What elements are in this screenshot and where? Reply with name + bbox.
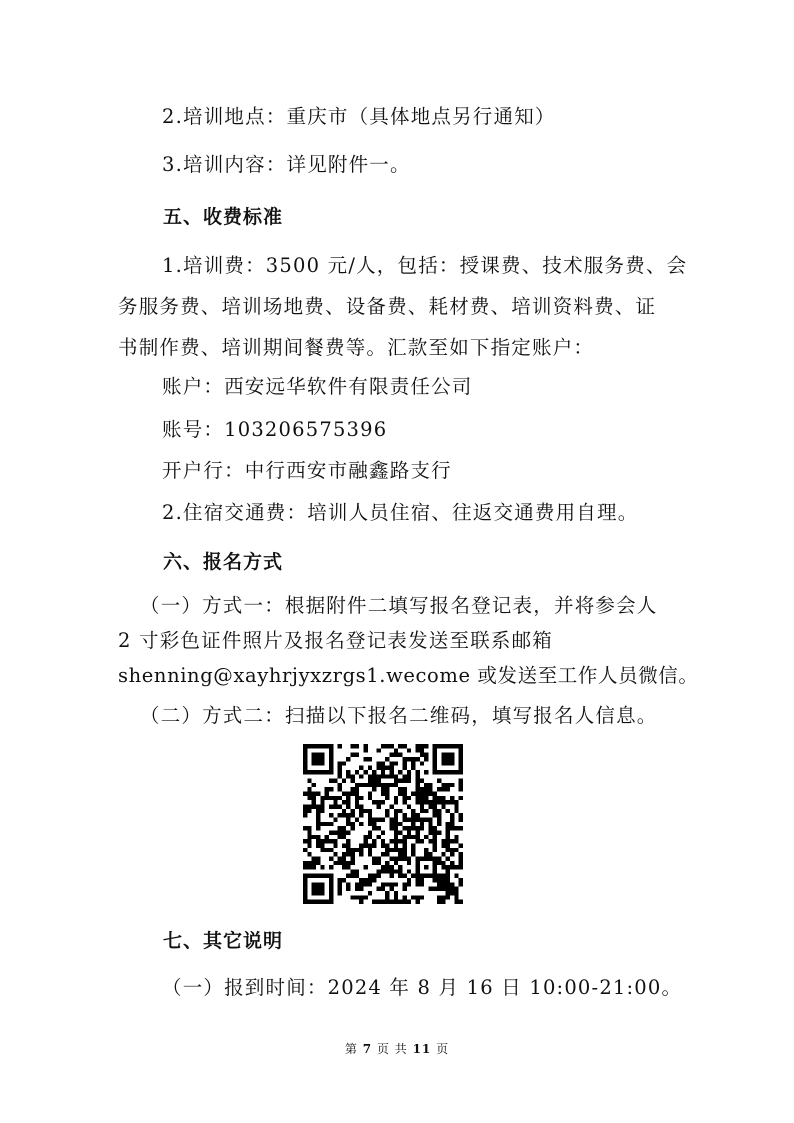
training-location: 2.培训地点：重庆市（具体地点另行通知）: [162, 105, 556, 128]
footer-middle: 页 共: [376, 1042, 408, 1056]
method-2: （二）方式二：扫描以下报名二维码，填写报名人信息。: [140, 704, 658, 727]
method-1-line-1: （一）方式一：根据附件二填写报名登记表，并将参会人: [140, 594, 658, 617]
current-page-number: 7: [362, 1042, 373, 1056]
account-name: 账户：西安远华软件有限责任公司: [162, 375, 473, 398]
footer-prefix: 第: [344, 1042, 358, 1056]
footer-suffix: 页: [436, 1042, 450, 1056]
section-6-heading: 六、报名方式: [163, 551, 284, 573]
bank-name: 开户行：中行西安市融鑫路支行: [162, 459, 452, 482]
page-footer: [0, 1041, 794, 1057]
total-page-number: 11: [412, 1042, 432, 1056]
lodging-fee: 2.住宿交通费：培训人员住宿、往返交通费用自理。: [162, 501, 639, 524]
qr-code-icon: [303, 744, 463, 904]
fee-line-2: 务服务费、培训场地费、设备费、耗材费、培训资料费、证: [118, 295, 657, 318]
training-content: 3.培训内容：详见附件一。: [162, 153, 411, 176]
fee-line-3: 书制作费、培训期间餐费等。汇款至如下指定账户：: [118, 336, 595, 359]
section-7-heading: 七、其它说明: [163, 930, 284, 952]
method-1-line-2: 2 寸彩色证件照片及报名登记表发送至联系邮箱: [118, 629, 554, 652]
report-time: （一）报到时间：2024 年 8 月 16 日 10:00-21:00。: [162, 976, 683, 999]
method-1-line-3: shenning@xayhrjyxzrgs1.wecome 或发送至工作人员微信。: [118, 664, 699, 687]
account-number: 账号：103206575396: [162, 418, 388, 441]
fee-line-1: 1.培训费：3500 元/人，包括：授课费、技术服务费、会: [162, 254, 688, 277]
section-5-heading: 五、收费标准: [163, 206, 284, 228]
